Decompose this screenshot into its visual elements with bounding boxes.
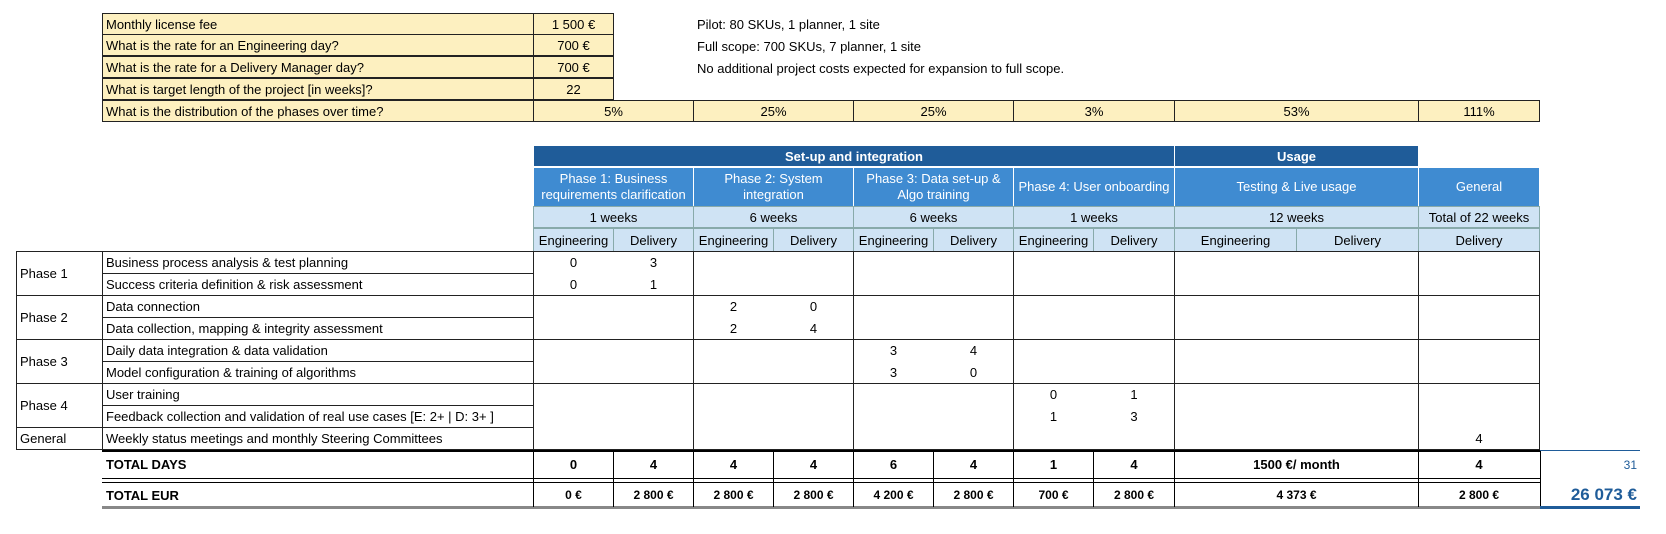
block [1174, 339, 1419, 384]
sub-header-delivery: Delivery [1296, 228, 1419, 252]
phase-label-4: Phase 4 [20, 398, 68, 413]
phase-label-1: Phase 1 [20, 266, 68, 281]
sub-header-engineering: Engineering [693, 228, 774, 252]
duration-phase-2: 6 weeks [693, 206, 854, 228]
param-label-delivery-rate: What is the rate for a Delivery Manager day? [102, 56, 534, 78]
task-label: Weekly status meetings and monthly Steering Committees [106, 431, 443, 446]
param-value-delivery-rate[interactable]: 700 € [533, 56, 614, 78]
grand-total-eur: 26 073 € [1570, 485, 1637, 504]
total-days-value: 6 [889, 457, 898, 472]
block [853, 295, 1014, 340]
block [1418, 251, 1540, 296]
block [1174, 295, 1419, 340]
sub-header-delivery: Delivery [933, 228, 1014, 252]
duration-general: Total of 22 weeks [1418, 206, 1540, 228]
cell-delivery-days[interactable]: 3 [649, 255, 658, 270]
block [533, 295, 694, 340]
cell-delivery-days[interactable]: 0 [809, 299, 818, 314]
distribution-phase-1[interactable]: 5% [533, 100, 694, 122]
distribution-phase-4[interactable]: 3% [1013, 100, 1175, 122]
param-value-license-fee[interactable]: 1 500 € [533, 13, 614, 35]
duration-phase-3: 6 weeks [853, 206, 1014, 228]
phase-header-general: General [1418, 167, 1540, 207]
total-eur-value: 2 800 € [1113, 488, 1155, 502]
total-eur-label: TOTAL EUR [106, 487, 179, 503]
totals-bottom-rule [102, 506, 1540, 509]
cell-engineering-days[interactable]: 3 [889, 365, 898, 380]
cell-engineering-days[interactable]: 0 [1049, 387, 1058, 402]
block [1013, 339, 1175, 384]
block [1418, 295, 1540, 340]
cell-engineering-days[interactable]: 1 [1049, 409, 1058, 424]
param-label-project-length: What is target length of the project [in weeks]? [102, 78, 534, 100]
phase-header-3: Phase 3: Data set-up & Algo training [853, 167, 1014, 207]
duration-phase-1: 1 weeks [533, 206, 694, 228]
block [533, 383, 694, 450]
grand-total-days: 31 [1623, 457, 1637, 472]
cell-engineering-days[interactable]: 3 [889, 343, 898, 358]
phase-label-2: Phase 2 [20, 310, 68, 325]
task-label: Data connection [106, 299, 200, 314]
total-eur-value: 2 800 € [1458, 488, 1500, 502]
phase-header-4: Phase 4: User onboarding [1013, 167, 1175, 207]
total-days-value: 4 [809, 457, 818, 472]
total-days-value: 0 [569, 457, 578, 472]
duration-usage: 12 weeks [1174, 206, 1419, 228]
total-eur-value: 2 800 € [793, 488, 834, 502]
grand-total-top-rule [1540, 450, 1640, 451]
task-label: Business process analysis & test planning [106, 255, 349, 270]
total-days-license: 1500 €/ month [1253, 457, 1340, 472]
block [1418, 339, 1540, 384]
duration-phase-4: 1 weeks [1013, 206, 1175, 228]
cell-delivery-days[interactable]: 3 [1130, 409, 1138, 424]
param-label-engineering-rate: What is the rate for an Engineering day? [102, 34, 534, 56]
sub-header-delivery: Delivery [613, 228, 694, 252]
totals-mid-rule [102, 478, 1540, 479]
block [1013, 295, 1175, 340]
total-eur-value: 0 € [565, 488, 582, 502]
group-header-usage: Usage [1174, 145, 1419, 167]
phase-header-2: Phase 2: System integration [693, 167, 854, 207]
cell-delivery-days[interactable]: 4 [969, 343, 978, 358]
sub-header-delivery: Delivery [1418, 228, 1540, 252]
task-label: Feedback collection and validation of real use cases [E: 2+ | D: 3+ ] [106, 409, 494, 424]
cell-delivery-days[interactable]: 4 [809, 321, 818, 336]
block [693, 251, 854, 296]
block [1174, 251, 1419, 296]
total-eur-value: 2 800 € [953, 488, 994, 502]
param-value-project-length[interactable]: 22 [533, 78, 614, 100]
total-days-value: 4 [969, 457, 978, 472]
sub-header-delivery: Delivery [1093, 228, 1175, 252]
phase-header-1: Phase 1: Business requirements clarification [533, 167, 694, 207]
note-full-scope: Full scope: 700 SKUs, 7 planner, 1 site [697, 39, 922, 54]
task-label: Success criteria definition & risk assessment [106, 277, 363, 292]
param-label-distribution: What is the distribution of the phases over time? [102, 100, 534, 122]
phase-header-usage: Testing & Live usage [1174, 167, 1419, 207]
phase-label-3: Phase 3 [20, 354, 68, 369]
cell-engineering-days[interactable]: 2 [729, 321, 738, 336]
cell-delivery-days[interactable]: 1 [649, 277, 658, 292]
total-days-value: 4 [1130, 457, 1138, 472]
task-label: Model configuration & training of algorithms [106, 365, 357, 380]
total-eur-value: 2 800 € [633, 488, 674, 502]
total-days-value: 1 [1049, 457, 1058, 472]
block [1013, 251, 1175, 296]
total-eur-value: 2 800 € [713, 488, 754, 502]
block [533, 339, 694, 384]
param-value-engineering-rate[interactable]: 700 € [533, 34, 614, 56]
block [693, 383, 854, 450]
task-label: Data collection, mapping & integrity assessment [106, 321, 383, 336]
sub-header-engineering: Engineering [1174, 228, 1297, 252]
cell-engineering-days[interactable]: 0 [569, 255, 578, 270]
cell-delivery-days[interactable]: 0 [969, 365, 978, 380]
cell-general-delivery-days[interactable]: 4 [1475, 431, 1483, 446]
total-eur-value: 700 € [1038, 488, 1069, 502]
total-days-label: TOTAL DAYS [106, 457, 187, 472]
block [1174, 383, 1419, 450]
total-days-value: 4 [729, 457, 738, 472]
sub-header-engineering: Engineering [1013, 228, 1094, 252]
distribution-usage[interactable]: 53% [1174, 100, 1419, 122]
distribution-total: 111% [1418, 100, 1540, 122]
cell-engineering-days[interactable]: 0 [569, 277, 578, 292]
total-days-value: 4 [649, 457, 658, 472]
group-header-setup: Set-up and integration [533, 145, 1175, 167]
total-days-value: 4 [1475, 457, 1483, 472]
grand-total-bottom-rule [1540, 506, 1640, 509]
sub-header-engineering: Engineering [853, 228, 934, 252]
block [853, 251, 1014, 296]
task-label: Daily data integration & data validation [106, 343, 328, 358]
param-label-license-fee: Monthly license fee [102, 13, 534, 35]
sub-header-engineering: Engineering [533, 228, 614, 252]
distribution-phase-3[interactable]: 25% [853, 100, 1014, 122]
note-pilot: Pilot: 80 SKUs, 1 planner, 1 site [697, 17, 880, 32]
cell-engineering-days[interactable]: 2 [729, 299, 738, 314]
cell-delivery-days[interactable]: 1 [1130, 387, 1138, 402]
block [693, 339, 854, 384]
block [853, 383, 1014, 450]
phase-label-general: General [20, 431, 67, 446]
note-expansion: No additional project costs expected for expansion to full scope. [697, 61, 1065, 76]
sub-header-delivery: Delivery [773, 228, 854, 252]
total-eur-license: 4 373 € [1276, 488, 1317, 502]
distribution-phase-2[interactable]: 25% [693, 100, 854, 122]
totals-mid-rule-2 [102, 482, 1540, 483]
total-eur-value: 4 200 € [873, 488, 914, 502]
task-label: User training [106, 387, 180, 402]
